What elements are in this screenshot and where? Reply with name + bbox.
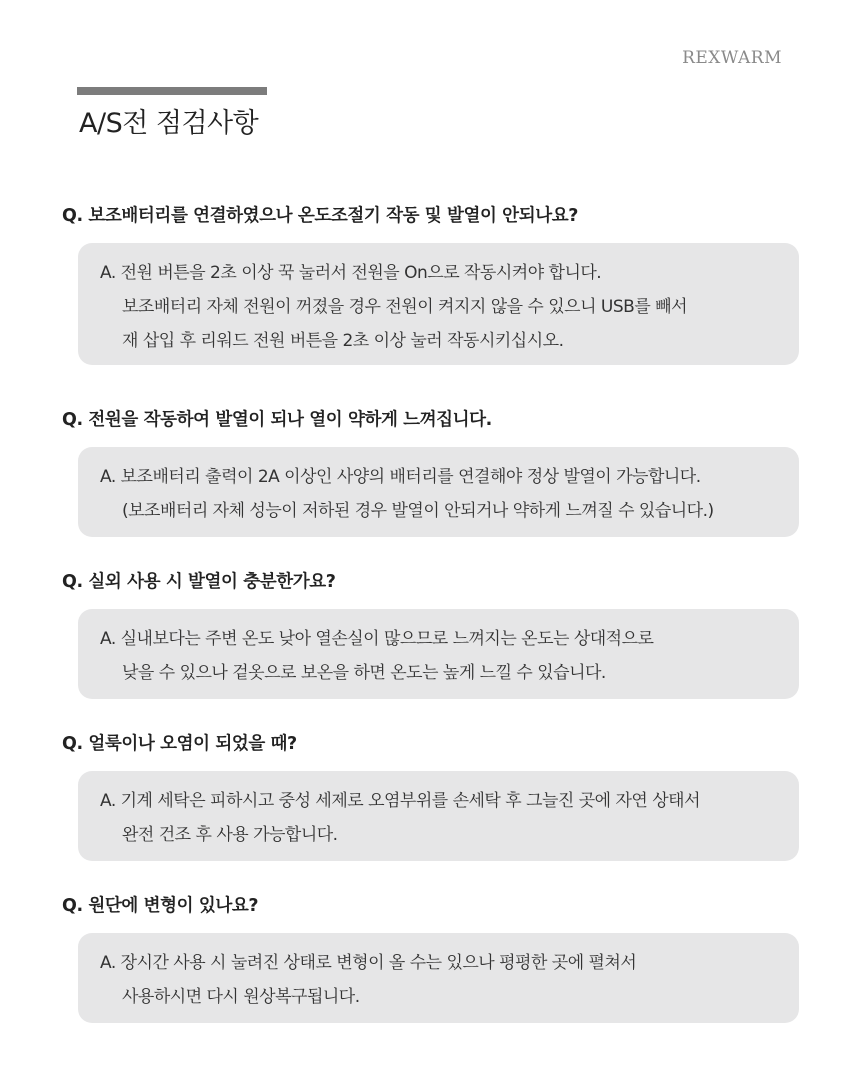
- faq-answer-line: (보조배터리 자체 성능이 저하된 경우 발열이 안되거나 약하게 느껴질 수 있습니다.): [122, 501, 714, 521]
- faq-answer-line: 사용하시면 다시 원상복구됩니다.: [122, 987, 360, 1007]
- faq-answer-line: 재 삽입 후 리워드 전원 버튼을 2초 이상 눌러 작동시키십시오.: [122, 331, 564, 351]
- faq-question: Q. 전원을 작동하여 발열이 되나 열이 약하게 느껴집니다.: [62, 410, 492, 430]
- faq-answer-line: A. 장시간 사용 시 눌려진 상태로 변형이 올 수는 있으나 평평한 곳에 펼쳐서: [100, 953, 637, 973]
- faq-answer-line: A. 기계 세탁은 피하시고 중성 세제로 오염부위를 손세탁 후 그늘진 곳에 자연 상태서: [100, 791, 701, 811]
- faq-answer-line: 완전 건조 후 사용 가능합니다.: [122, 825, 338, 845]
- faq-answer-box: [78, 609, 799, 699]
- faq-question: Q. 얼룩이나 오염이 되었을 때?: [62, 734, 297, 754]
- faq-answer-line: A. 전원 버튼을 2초 이상 꾹 눌러서 전원을 On으로 작동시켜야 합니다.: [100, 263, 602, 283]
- faq-answer-box: [78, 243, 799, 365]
- page-title: A/S전 점검사항: [79, 108, 259, 139]
- faq-answer-box: [78, 447, 799, 537]
- title-accent-bar: [77, 87, 267, 95]
- faq-answer-line: 낮을 수 있으나 겉옷으로 보온을 하면 온도는 높게 느낄 수 있습니다.: [122, 663, 606, 683]
- brand-logo: REXWARM: [682, 48, 782, 68]
- faq-question: Q. 보조배터리를 연결하였으나 온도조절기 작동 및 발열이 안되나요?: [62, 206, 578, 226]
- faq-question: Q. 실외 사용 시 발열이 충분한가요?: [62, 572, 336, 592]
- faq-answer-line: A. 실내보다는 주변 온도 낮아 열손실이 많으므로 느껴지는 온도는 상대적으로: [100, 629, 654, 649]
- faq-answer-box: [78, 771, 799, 861]
- faq-question: Q. 원단에 변형이 있나요?: [62, 896, 259, 916]
- faq-answer-line: A. 보조배터리 출력이 2A 이상인 사양의 배터리를 연결해야 정상 발열이 가능합니다.: [100, 467, 701, 487]
- faq-answer-line: 보조배터리 자체 전원이 꺼졌을 경우 전원이 켜지지 않을 수 있으니 USB를 빼서: [122, 297, 687, 317]
- faq-answer-box: [78, 933, 799, 1023]
